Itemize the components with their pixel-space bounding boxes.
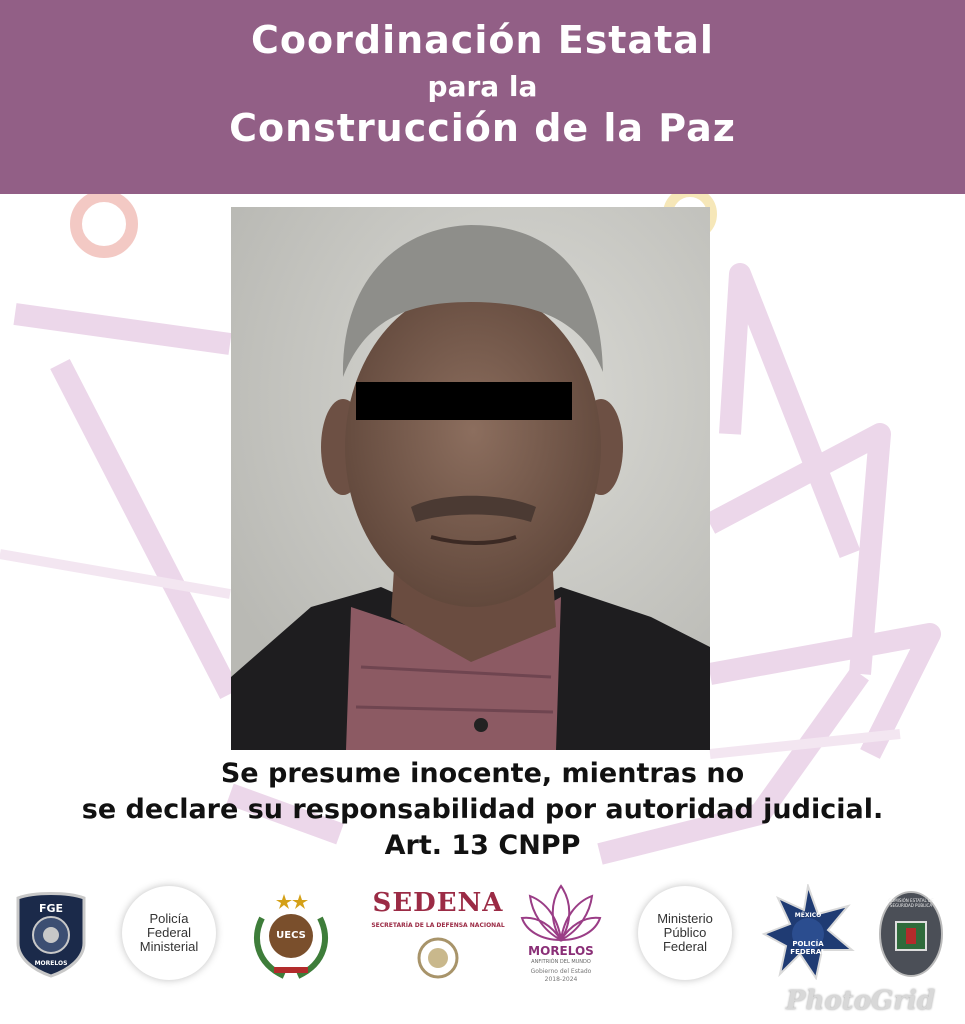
sedena-title: SEDENA (372, 888, 504, 918)
logo-strip (0, 880, 965, 990)
uecs-label: UECS (276, 930, 306, 941)
pfm-line3: Ministerial (139, 939, 199, 954)
caption-line2: se declare su responsabilidad por autoridad judicial. (81, 794, 884, 825)
pf-line2: FEDERAL (790, 948, 826, 956)
header-title-line1: Coordinación Estatal (251, 18, 714, 62)
lotus-icon (520, 882, 602, 944)
caption-line1: Se presume inocente, mientras no (220, 758, 745, 789)
suspect-photo (231, 207, 710, 750)
national-seal-icon (416, 936, 460, 980)
uecs-logo (244, 888, 338, 982)
fge-logo-top: FGE (38, 902, 64, 915)
photogrid-watermark: PhotoGrid (785, 986, 935, 1016)
pfm-line2: Federal (146, 925, 192, 940)
header-banner (0, 0, 965, 194)
sedena-logo (358, 886, 518, 986)
morelos-subtitle: ANFITRIÓN DEL MUNDO (531, 959, 591, 965)
person-portrait-icon (231, 207, 710, 750)
policia-federal-logo (760, 884, 856, 980)
comision-label: COMISIÓN ESTATAL DE SEGURIDAD PÚBLICA (888, 898, 934, 908)
morelos-title: MORELOS (528, 944, 594, 958)
pf-line1: POLICÍA (792, 940, 824, 948)
morelos-small2: 2018-2024 (544, 976, 578, 983)
caption-line3: Art. 13 CNPP (384, 830, 581, 861)
comision-estatal-logo (878, 890, 944, 978)
police-star-icon (760, 884, 856, 980)
mpf-line1: Ministerio (657, 911, 713, 926)
pf-top: MÉXICO (794, 912, 822, 919)
fge-logo (14, 888, 88, 978)
header-title-line3: Construcción de la Paz (229, 106, 736, 150)
morelos-logo (520, 882, 602, 986)
policia-federal-ministerial-logo (122, 886, 216, 980)
sedena-subtitle: SECRETARÍA DE LA DEFENSA NACIONAL (371, 922, 505, 929)
header-title-line2: para la (427, 70, 538, 103)
ministerio-publico-federal-logo (638, 886, 732, 980)
morelos-small1: Gobierno del Estado (530, 968, 592, 975)
mpf-line2: Público (663, 925, 707, 940)
pfm-line1: Policía (149, 911, 189, 926)
fge-logo-bottom: MORELOS (34, 960, 68, 967)
mpf-line3: Federal (662, 939, 708, 954)
